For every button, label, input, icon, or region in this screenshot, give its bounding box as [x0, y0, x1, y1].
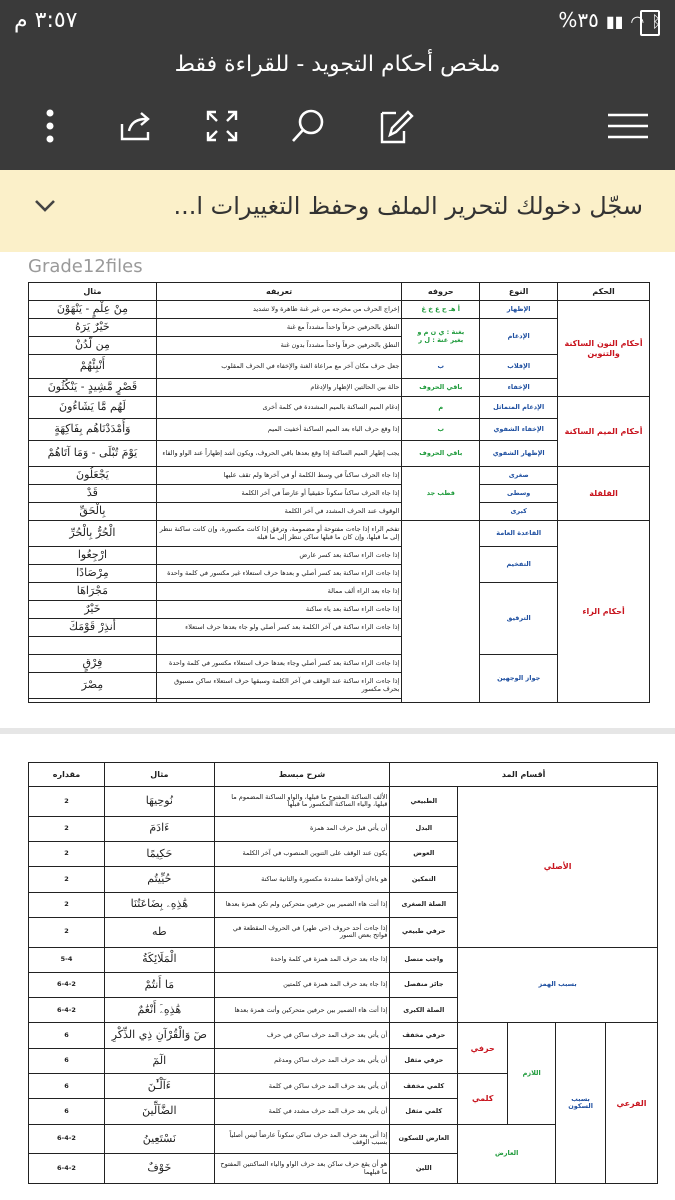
letters-cell: باقي الحروف — [402, 379, 480, 397]
group-kalimi: كلمي — [458, 1074, 508, 1125]
edit-icon[interactable] — [374, 104, 418, 148]
definition-cell: إذا جاء الحرف ساكناً في وسط الكلمة أو في آخرها ولم تقف عليها — [156, 467, 402, 485]
madd-def-cell: أن يأتي بعد حرف المد حرف ساكن في حرف — [214, 1023, 390, 1048]
example-cell: ارْجِعُوا — [29, 547, 157, 565]
definition-cell: الوقوف عند الحرف المشدد في آخر الكلمة — [156, 503, 402, 521]
example-cell-blank — [29, 637, 157, 655]
madd-type-cell: اللين — [390, 1154, 458, 1184]
example-cell: قَصْرٍ مَّشِيدٍ - يَنْكُثُونَ — [29, 379, 157, 397]
letters-cell: ب — [402, 355, 480, 379]
example-cell: مَجْرَاهَا — [29, 583, 157, 601]
type-cell: الإدغام المتماثل — [480, 397, 558, 419]
madd-def-cell: إذا أتت هاء الضمير بين حرفين متحركين وأتت همزة بعدها — [214, 998, 390, 1023]
madd-def-cell: إذا جاءت أحد حروف (حي طهر) في الحروف المقطعة في فواتح بعض السور — [214, 917, 390, 947]
share-icon[interactable] — [114, 104, 158, 148]
madd-example-cell: نَسْتَعِينُ — [104, 1124, 214, 1154]
header-type: النوع — [480, 283, 558, 301]
madd-amount-cell: 5-4 — [29, 947, 105, 972]
group-arid: العارض — [458, 1124, 556, 1183]
madd-type-cell: التمكين — [390, 867, 458, 892]
madd-amount-cell: 6-4-2 — [29, 998, 105, 1023]
madd-type-cell: حرفي مثقل — [390, 1048, 458, 1073]
madd-def-cell: إذا أتى بعد حرف المد حرف ساكن سكوناً عارضاً ليس أصلياً بسبب الوقف — [214, 1124, 390, 1154]
madd-amount-cell: 2 — [29, 917, 105, 947]
madd-def-cell: أن يأتي قبل حرف المد همزة — [214, 816, 390, 841]
madd-amount-cell: 2 — [29, 841, 105, 866]
type-cell: الإقلاب — [480, 355, 558, 379]
madd-amount-cell: 6-4-2 — [29, 972, 105, 997]
letters-cell: قطب جد — [402, 467, 480, 521]
type-cell: الإظهار — [480, 301, 558, 319]
madd-def-cell: أن يأتي بعد حرف المد حرف ساكن ومدغم — [214, 1048, 390, 1073]
madd-example-cell: هَٰذِهِۦ بِضَاعَتُنَا — [104, 892, 214, 917]
group-asli: الأصلي — [458, 787, 658, 948]
madd-type-cell: العوض — [390, 841, 458, 866]
banner-text: سجّل دخولك لتحرير الملف وحفظ التغييرات ا... — [173, 192, 643, 220]
status-bar — [0, 0, 675, 44]
type-cell: القاعدة العامة — [480, 521, 558, 547]
type-cell: صغرى — [480, 467, 558, 485]
watermark-text: Grade12files — [28, 256, 143, 277]
group-meem: أحكام الميم الساكنة — [558, 397, 650, 467]
sign-in-banner[interactable] — [0, 170, 675, 252]
madd-type-cell: كلمي مثقل — [390, 1099, 458, 1124]
type-cell: الإخفاء — [480, 379, 558, 397]
madd-def-cell: يكون عند الوقف على التنوين المنصوب في آخر الكلمة — [214, 841, 390, 866]
type-cell: الإظهار الشفوي — [480, 441, 558, 467]
example-cell: قَدْ — [29, 485, 157, 503]
type-cell: الإدغام — [480, 319, 558, 355]
group-nun: أحكام النون الساكنة والتنوين — [558, 301, 650, 397]
tajweed-rules-table — [28, 282, 650, 698]
chevron-down-icon[interactable] — [34, 198, 56, 217]
madd-example-cell: صٓ وَالْقُرْآنِ ذِي الذِّكْرِ — [104, 1023, 214, 1048]
madd-amount-cell: 2 — [29, 816, 105, 841]
header-definition: تعريفه — [156, 283, 402, 301]
group-lazim: اللازم — [508, 1023, 556, 1124]
definition-cell: إذا جاءت الراء ساكنة في آخر الكلمة بعد كسر أصلي ولو جاء بعدها حرف استعلاء — [156, 619, 402, 637]
group-far3i: الفرعي — [606, 1023, 658, 1184]
definition-cell: إدغام الميم الساكنة بالميم المشددة في كلمة أخرى — [156, 397, 402, 419]
document-title: ملخص أحكام التجويد - للقراءة فقط — [174, 52, 501, 77]
madd-example-cell: الضَّآلِّينَ — [104, 1099, 214, 1124]
definition-cell: إذا جاءت الراء ساكنة بعد كسر أصلي وجاء بعدها حرف استعلاء مكسور في كلمة واحدة — [156, 655, 402, 673]
header-letters: حروفه — [402, 283, 480, 301]
bluetooth-icon: ᛒ — [651, 12, 661, 31]
group-sukun: بسبب السكون — [556, 1023, 606, 1184]
letters-cell-empty — [402, 521, 480, 703]
header-madd-amount: مقداره — [29, 763, 105, 787]
group-hamz: بسبب الهمز — [458, 947, 658, 1023]
letters-no-ghunna: بغير غنة : ل ر — [418, 335, 464, 344]
sim-icon — [640, 10, 660, 36]
madd-example-cell: الٓمٓ — [104, 1048, 214, 1073]
type-cell: جواز الوجهين — [480, 655, 558, 703]
letters-cell: باقي الحروف — [402, 441, 480, 467]
madd-example-cell: هَٰذِهِۦٓ أَنْعَٰمٌ — [104, 998, 214, 1023]
madd-def-cell: أن يأتي بعد حرف المد حرف مشدد في كلمة — [214, 1099, 390, 1124]
madd-def-cell: إذا جاء بعد حرف المد همزة في كلمة واحدة — [214, 947, 390, 972]
madd-example-cell: ءَادَمَ — [104, 816, 214, 841]
madd-amount-cell: 2 — [29, 787, 105, 817]
madd-type-cell: كلمي مخفف — [390, 1074, 458, 1099]
madd-type-cell: واجب متصل — [390, 947, 458, 972]
signal-icon: ▮▮ — [605, 12, 624, 31]
madd-amount-cell: 6 — [29, 1074, 105, 1099]
madd-type-cell: الصلة الصغرى — [390, 892, 458, 917]
example-cell: خَيْرٌ — [29, 601, 157, 619]
more-options-icon[interactable] — [28, 104, 72, 148]
madd-amount-cell: 6-4-2 — [29, 1124, 105, 1154]
spacer-cell — [156, 699, 402, 703]
madd-type-cell: العارض للسكون — [390, 1124, 458, 1154]
example-cell: بِالْحَقِّ — [29, 503, 157, 521]
definition-cell: تفخم الراء إذا جاءت مفتوحة أو مضمومة، وترقق إذا كانت مكسورة، وإن كانت ساكنة ننظر إلى ما قبلها، وإن كان ما قبلها ساكن ننظر إلى ما قبله — [156, 521, 402, 547]
example-cell: مِرْصَادًا — [29, 565, 157, 583]
battery-percent: %٣٥ — [558, 8, 599, 32]
status-time: ٣:٥٧ م — [14, 8, 78, 33]
madd-example-cell: خَوْفٌ — [104, 1154, 214, 1184]
madd-example-cell: حَكِيمًا — [104, 841, 214, 866]
definition-cell: النطق بالحرفين حرفاً واحداً مشدداً بدون غنة — [156, 337, 402, 355]
wifi-icon: ◠ — [630, 12, 645, 31]
type-cell: الإخفاء الشفوي — [480, 419, 558, 441]
madd-amount-cell: 2 — [29, 867, 105, 892]
header-example: مثال — [29, 283, 157, 301]
madd-amount-cell: 6 — [29, 1048, 105, 1073]
madd-def-cell: الألف الساكنة المفتوح ما قبلها، والواو الساكنة المضموم ما قبلها، والياء الساكنة المكسور ما قبلها — [214, 787, 390, 817]
example-cell: مِن لَّدُنْ — [29, 337, 157, 355]
madd-def-cell: إذا أتت هاء الضمير بين حرفين متحركين ولم تكن همزة بعدها — [214, 892, 390, 917]
header-madd-sections: أقسام المد — [390, 763, 658, 787]
header-madd-explain: شرح مبسط — [214, 763, 390, 787]
madd-type-cell: البدل — [390, 816, 458, 841]
letters-cell: ب — [402, 419, 480, 441]
definition-cell: إذا جاء الحرف ساكناً سكوناً حقيقياً أو عارضاً في آخر الكلمة — [156, 485, 402, 503]
definition-cell: النطق بالحرفين حرفاً واحداً مشدداً مع غنة — [156, 319, 402, 337]
definition-cell-blank — [156, 637, 402, 655]
header-ruling: الحكم — [558, 283, 650, 301]
madd-table — [28, 762, 658, 1184]
definition-cell: إذا جاءت الراء ساكنة بعد كسر أصلي و بعدها حرف استعلاء غير مكسور في كلمة واحدة — [156, 565, 402, 583]
definition-cell: إذا جاء بعد الراء ألف ممالة — [156, 583, 402, 601]
madd-type-cell: حرفي مخفف — [390, 1023, 458, 1048]
madd-type-cell: جائز منفصل — [390, 972, 458, 997]
search-icon[interactable] — [286, 104, 330, 148]
example-cell: مِنْ عِلْمٍ - يَنْهَوْنَ — [29, 301, 157, 319]
example-cell: يَجْعَلُونَ — [29, 467, 157, 485]
example-cell: خَيْرٌ يَرَهُ — [29, 319, 157, 337]
definition-cell: حالة بين الحالتين الإظهار والإدغام — [156, 379, 402, 397]
madd-type-cell: حرفي طبيعي — [390, 917, 458, 947]
madd-example-cell: نُوحِيهَا — [104, 787, 214, 817]
page-divider — [0, 728, 675, 734]
letters-cell: م — [402, 397, 480, 419]
example-cell: الْحُرُّ بِالْحُرِّ — [29, 521, 157, 547]
madd-example-cell: مَا أَنتُمْ — [104, 972, 214, 997]
madd-def-cell: أن يأتي بعد حرف المد حرف ساكن في كلمة — [214, 1074, 390, 1099]
example-cell: لَهُم مَّا يَشَاءُونَ — [29, 397, 157, 419]
madd-def-cell: هو أن يقع حرف ساكن بعد حرف الواو والياء الساكنتين المفتوح ما قبلهما — [214, 1154, 390, 1184]
madd-amount-cell: 2 — [29, 892, 105, 917]
definition-cell: إذا جاءت الراء ساكنة بعد ياء ساكنة — [156, 601, 402, 619]
madd-example-cell: حُيِّيتُم — [104, 867, 214, 892]
app-bar — [0, 44, 675, 170]
group-harfi: حرفي — [458, 1023, 508, 1074]
menu-icon[interactable] — [606, 104, 650, 148]
type-cell: الترقيق — [480, 583, 558, 655]
madd-example-cell: الْمَلَائِكَةُ — [104, 947, 214, 972]
definition-cell: إذا جاءت الراء ساكنة عند الوقف في آخر الكلمة وسبقها حرف استعلاء ساكن مسبوق بحرف مكسور — [156, 673, 402, 699]
header-madd-example: مثال — [104, 763, 214, 787]
madd-type-cell: الطبيعي — [390, 787, 458, 817]
type-cell: كبرى — [480, 503, 558, 521]
example-cell: وَأَمْدَدْنَاهُم بِفَاكِهَةٍ — [29, 419, 157, 441]
letters-cell — [402, 319, 480, 355]
madd-type-cell: الصلة الكبرى — [390, 998, 458, 1023]
spacer-cell — [29, 699, 157, 703]
madd-amount-cell: 6 — [29, 1023, 105, 1048]
madd-amount-cell: 6 — [29, 1099, 105, 1124]
example-cell: يَوْمَ تُبْلَى - وَمَا آتَاهُمْ — [29, 441, 157, 467]
example-cell: فِرْقٍ — [29, 655, 157, 673]
madd-amount-cell: 6-4-2 — [29, 1154, 105, 1184]
letters-ghunna: بغنة : ي ن م و — [417, 328, 465, 337]
example-cell: أَنْبِئْهُمْ — [29, 355, 157, 379]
definition-cell: يجب إظهار الميم الساكنة إذا وقع بعدها باقي الحروف، ويكون أشد إظهاراً عند الواو والفاء — [156, 441, 402, 467]
example-cell: مِصْرَ — [29, 673, 157, 699]
type-cell: وسطى — [480, 485, 558, 503]
type-cell: التفخيم — [480, 547, 558, 583]
madd-def-cell: إذا جاء بعد حرف المد همزة في كلمتين — [214, 972, 390, 997]
letters-cell: أ هـ ح ع خ غ — [402, 301, 480, 319]
group-ra: أحكام الراء — [558, 521, 650, 703]
group-qalqala: القلقلة — [558, 467, 650, 521]
definition-cell: إذا جاءت الراء ساكنة بعد كسر عارض — [156, 547, 402, 565]
example-cell: أَنذِرْ قَوْمَكَ — [29, 619, 157, 637]
fullscreen-icon[interactable] — [200, 104, 244, 148]
madd-example-cell: ءَآلْـَٰٔنَ — [104, 1074, 214, 1099]
definition-cell: إذا وقع حرف الباء بعد الميم الساكنة أخفيت الميم — [156, 419, 402, 441]
madd-def-cell: هو ياءان أولاهما مشددة مكسورة والثانية ساكنة — [214, 867, 390, 892]
definition-cell: إخراج الحرف من مخرجه من غير غنة ظاهرة ولا تشديد — [156, 301, 402, 319]
madd-example-cell: طه — [104, 917, 214, 947]
definition-cell: جعل حرف مكان آخر مع مراعاة الغنة والإخفاء في الحرف المقلوب — [156, 355, 402, 379]
